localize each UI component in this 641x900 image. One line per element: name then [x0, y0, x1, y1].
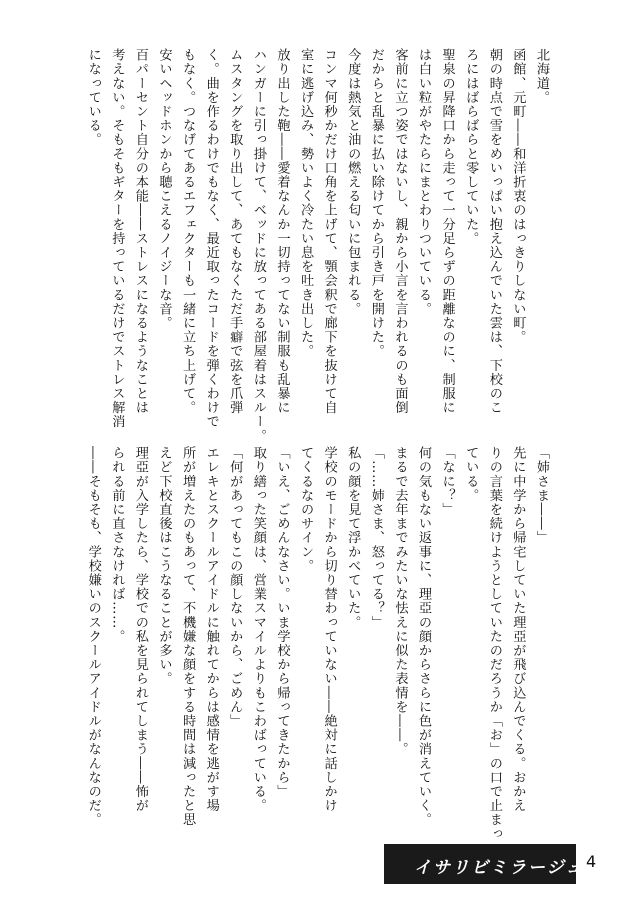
text-line: られる前に直さなければ……。 — [109, 446, 125, 644]
text-line: ろにはばらばらと零していた。 — [463, 48, 479, 246]
text-line: 函館、元町――和洋折衷のはっきりしない町。 — [510, 48, 526, 345]
text-line: 私の顔を見て浮かべていた。 — [345, 446, 361, 630]
text-line: 北海道。 — [534, 48, 549, 105]
text-line: 客前に立つ姿ではないし、親から小言を言われるのも面倒 — [392, 48, 408, 415]
text-line: まるで去年までみたいな怯えに似た表情を――。 — [392, 446, 408, 757]
text-line: 取り繕った笑顔は、営業スマイルよりもこわばっている。 — [250, 446, 266, 813]
text-line: エレキとスクールアイドルに触れてからは感情を逃がす場 — [203, 446, 219, 813]
upper-text-block — [81, 48, 553, 443]
text-line: になっている。 — [85, 48, 101, 147]
text-line: 「なに？」 — [439, 446, 455, 517]
text-line: ている。 — [463, 446, 479, 503]
text-line: く。曲を作るわけでもなく、最近取ったコードを弾くわけで — [203, 48, 219, 429]
text-line: 何の気もない返事に、理亞の顔からさらに色が消えていく。 — [416, 446, 432, 827]
text-line: 聖泉の昇降口から走って一分足らずの距離なのに、制服に — [439, 48, 455, 415]
text-line: 学校のモードから切り替わっていない――絶対に話しかけ — [321, 446, 337, 813]
text-line: 所が増えたのもあって、不機嫌な顔をする時間は減ったと思 — [180, 446, 196, 827]
text-line: 「……姉さま、怒ってる？」 — [368, 446, 384, 630]
lower-text-block — [81, 446, 553, 841]
page-number: 4 — [586, 852, 597, 871]
text-line: えど下校直後はこうなることが多い。 — [156, 446, 172, 686]
text-line: 安いヘッドホンから聴こえるノイジーな音。 — [156, 48, 172, 330]
text-line: は白い粒がやたらにまとわりついている。 — [416, 48, 432, 316]
text-line: 「いえ、ごめんなさい。いま学校から帰ってきたから」 — [274, 446, 290, 799]
text-line: 先に中学から帰宅していた理亞が飛び込んでくる。おかえ — [510, 446, 526, 813]
text-line: 今度は熱気と油の燃える匂いに包まれる。 — [345, 48, 361, 316]
text-line: だからと乱暴に払い除けてから引き戸を開けた。 — [368, 48, 384, 359]
text-line: 考えない。そもそもギターを持っているだけでストレス解消 — [109, 48, 125, 429]
text-line: 室に逃げ込み、勢いよく冷たい息を吐き出した。 — [298, 48, 314, 359]
text-line: ――そもそも、学校嫌いのスクールアイドルがなんなのだ。 — [85, 446, 101, 827]
text-line: 朝の時点で雪をめいっぱい抱え込んでいた雲は、下校のこ — [486, 48, 502, 415]
text-line: ムスタングを取り出して、あてもなくただ手癖で弦を爪弾 — [227, 48, 243, 415]
text-line: 理亞が入学したら、学校での私を見られてしまう――怖が — [132, 446, 148, 813]
footer-title-bar — [384, 844, 585, 884]
text-line: コンマ何秒かだけ口角を上げて、顎会釈で廊下を抜けて自 — [321, 48, 337, 415]
footer-title: イサリビミラージュ — [414, 858, 585, 878]
text-line: 「姉さま――」 — [534, 446, 549, 545]
text-line: もなく。つなげてあるエフェクターも一緒に立ち上げて。 — [180, 48, 196, 415]
text-line: 百パーセント自分の本能――ストレスになるようなことは — [132, 48, 148, 415]
text-line: ハンガーに引っ掛けて、ベッドに放ってある部屋着はスルー。 — [250, 48, 266, 443]
text-line: てくるなのサイン。 — [298, 446, 314, 573]
text-line: 放り出した鞄――愛着なんか一切持ってない制服も乱暴に — [274, 48, 290, 415]
text-line: 「何があってもこの顔しないから、ごめん」 — [227, 446, 243, 728]
text-line: りの言葉を続けようとしていたのだろうか「お」の口で止まっ — [486, 446, 502, 841]
